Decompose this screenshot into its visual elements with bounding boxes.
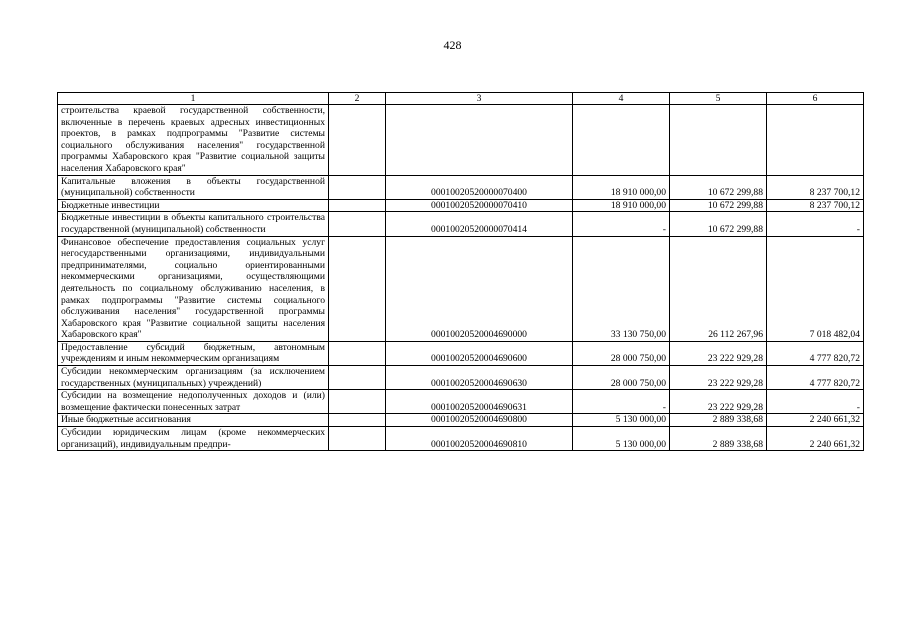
budget-code-cell: 00010020520004690630 [386, 366, 573, 390]
budget-table [57, 92, 864, 451]
amount-executed-cell: 2 889 338,68 [670, 414, 767, 427]
amount-executed-cell: 23 222 929,28 [670, 366, 767, 390]
col2-cell [329, 175, 386, 199]
row-name-cell: Бюджетные инвестиции [58, 199, 329, 212]
amount-remaining-cell: 2 240 661,32 [767, 414, 864, 427]
budget-code-cell: 00010020520004690000 [386, 236, 573, 341]
table-row [58, 366, 864, 390]
amount-remaining-cell: 8 237 700,12 [767, 175, 864, 199]
amount-approved-cell: 18 910 000,00 [573, 175, 670, 199]
col2-cell [329, 366, 386, 390]
amount-approved-cell [573, 105, 670, 176]
amount-approved-cell: - [573, 212, 670, 236]
col2-cell [329, 390, 386, 414]
table-row [58, 390, 864, 414]
amount-executed-cell: 23 222 929,28 [670, 341, 767, 365]
amount-approved-cell: 5 130 000,00 [573, 414, 670, 427]
row-name-cell: Предоставление субсидий бюджетным, автономным учреждениям и иным некоммерческим организациям [58, 341, 329, 365]
budget-code-cell: 00010020520000070414 [386, 212, 573, 236]
table-row [58, 105, 864, 176]
table-header-row [58, 93, 864, 105]
col2-cell [329, 236, 386, 341]
column-header-6: 6 [767, 93, 864, 105]
table-row [58, 236, 864, 341]
table-row [58, 199, 864, 212]
row-name-cell: строительства краевой государственной собственности, включенные в перечень краевых адресных инвестиционных проектов, в рамках подпрограммы "Развитие системы социального обслуживания населения" государственной программы Хабаровского края "Развитие социальной защиты населения Хабаровского края" [58, 105, 329, 176]
row-name-cell: Финансовое обеспечение предоставления социальных услуг негосударственными организациями, индивидуальными предпринимателями, социально ориентированными некоммерческими организациями, осуществляющими деятельность по социальному обслуживанию населения, в рамках подпрограммы "Развитие системы социального обслуживания населения" государственной программы Хабаровского края "Развитие социальной защиты населения Хабаровского края" [58, 236, 329, 341]
col2-cell [329, 341, 386, 365]
amount-executed-cell: 26 112 267,96 [670, 236, 767, 341]
amount-executed-cell [670, 105, 767, 176]
amount-approved-cell: 18 910 000,00 [573, 199, 670, 212]
budget-code-cell: 00010020520004690631 [386, 390, 573, 414]
row-name-cell: Субсидии на возмещение недополученных доходов и (или) возмещение фактически понесенных затрат [58, 390, 329, 414]
amount-remaining-cell [767, 105, 864, 176]
amount-remaining-cell: 4 777 820,72 [767, 341, 864, 365]
column-header-5: 5 [670, 93, 767, 105]
amount-executed-cell: 10 672 299,88 [670, 175, 767, 199]
col2-cell [329, 212, 386, 236]
col2-cell [329, 199, 386, 212]
budget-code-cell: 00010020520000070400 [386, 175, 573, 199]
row-name-cell: Бюджетные инвестиции в объекты капитального строительства государственной (муниципальной) собственности [58, 212, 329, 236]
amount-remaining-cell: 7 018 482,04 [767, 236, 864, 341]
budget-table-body [58, 93, 864, 451]
row-name-cell: Капитальные вложения в объекты государственной (муниципальной) собственности [58, 175, 329, 199]
amount-executed-cell: 2 889 338,68 [670, 427, 767, 451]
budget-code-cell [386, 105, 573, 176]
amount-approved-cell: - [573, 390, 670, 414]
col2-cell [329, 105, 386, 176]
column-header-3: 3 [386, 93, 573, 105]
amount-approved-cell: 5 130 000,00 [573, 427, 670, 451]
table-row [58, 427, 864, 451]
amount-executed-cell: 23 222 929,28 [670, 390, 767, 414]
column-header-1: 1 [58, 93, 329, 105]
amount-approved-cell: 28 000 750,00 [573, 366, 670, 390]
amount-approved-cell: 28 000 750,00 [573, 341, 670, 365]
row-name-cell: Иные бюджетные ассигнования [58, 414, 329, 427]
budget-code-cell: 00010020520004690600 [386, 341, 573, 365]
column-header-4: 4 [573, 93, 670, 105]
amount-remaining-cell: - [767, 212, 864, 236]
table-row [58, 212, 864, 236]
budget-code-cell: 00010020520000070410 [386, 199, 573, 212]
budget-code-cell: 00010020520004690800 [386, 414, 573, 427]
amount-remaining-cell: 2 240 661,32 [767, 427, 864, 451]
amount-executed-cell: 10 672 299,88 [670, 199, 767, 212]
col2-cell [329, 414, 386, 427]
amount-remaining-cell: 8 237 700,12 [767, 199, 864, 212]
table-row [58, 175, 864, 199]
table-row [58, 414, 864, 427]
table-row [58, 341, 864, 365]
amount-executed-cell: 10 672 299,88 [670, 212, 767, 236]
budget-code-cell: 00010020520004690810 [386, 427, 573, 451]
amount-remaining-cell: - [767, 390, 864, 414]
row-name-cell: Субсидии некоммерческим организациям (за исключением государственных (муниципальных) учреждений) [58, 366, 329, 390]
col2-cell [329, 427, 386, 451]
amount-approved-cell: 33 130 750,00 [573, 236, 670, 341]
page-number: 428 [443, 38, 462, 52]
amount-remaining-cell: 4 777 820,72 [767, 366, 864, 390]
row-name-cell: Субсидии юридическим лицам (кроме некоммерческих организаций), индивидуальным предпри- [58, 427, 329, 451]
column-header-2: 2 [329, 93, 386, 105]
